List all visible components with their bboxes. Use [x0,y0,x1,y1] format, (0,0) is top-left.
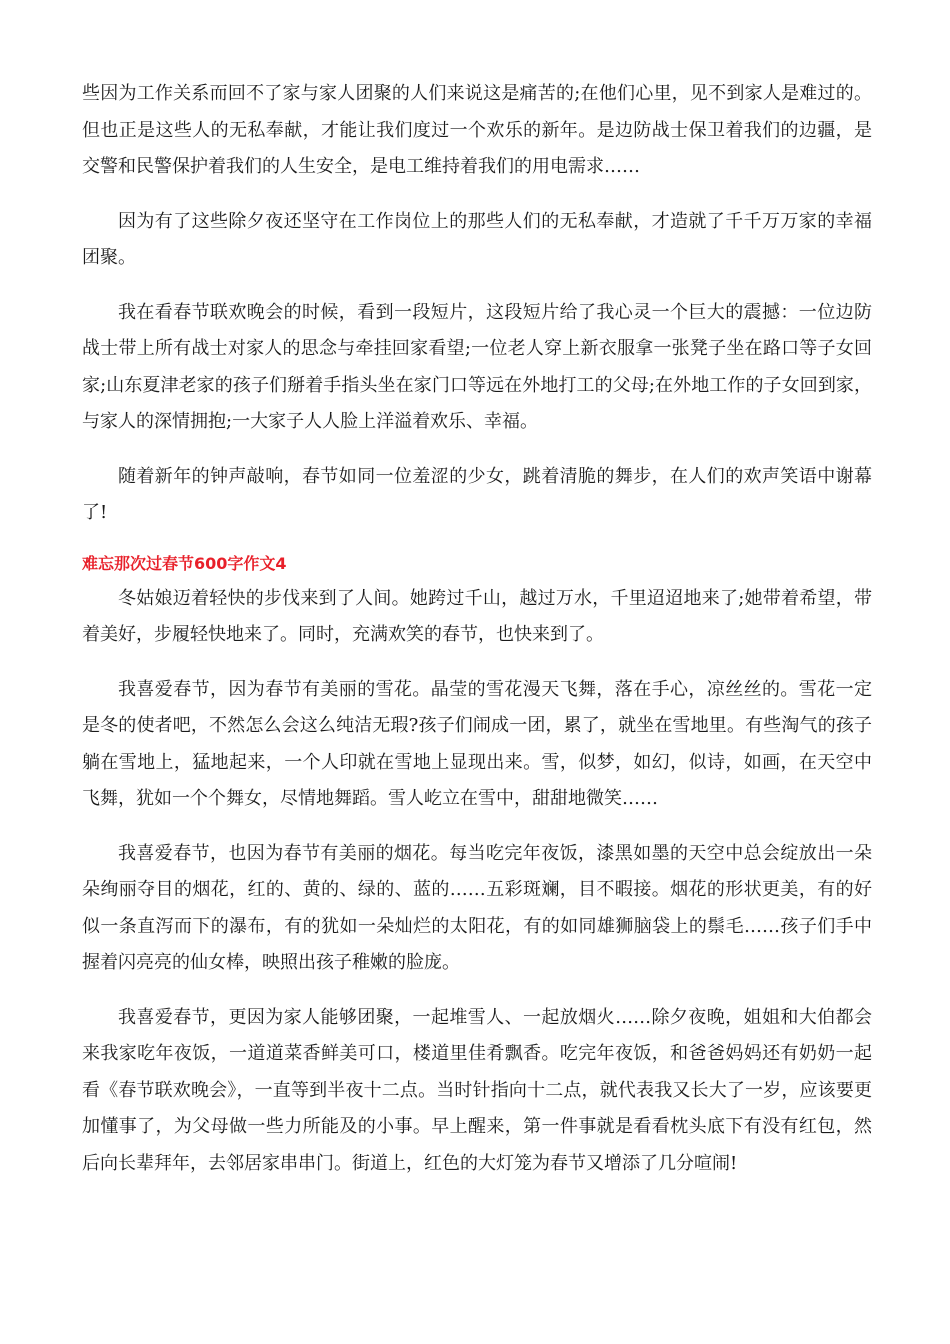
body-paragraph-8: 我喜爱春节，更因为家人能够团聚，一起堆雪人、一起放烟火……除夕夜晚，姐姐和大伯都会来我家吃年夜饭，一道道菜香鲜美可口，楼道里佳肴飘香。吃完年夜饭，和爸爸妈妈还有奶奶一起看《春节联欢晚会》，一直等到半夜十二点。当时针指向十二点，就代表我又长大了一岁，应该要更加懂事了，为父母做一些力所能及的小事。早上醒来，第一件事就是看看枕头底下有没有红包，然后向长辈拜年，去邻居家串串门。街道上，红色的大灯笼为春节又增添了几分喧闹! [82,1006,872,1174]
section-heading: 难忘那次过春节600字作文4 [82,553,287,573]
document-page [82,76,872,1182]
body-paragraph-6: 我喜爱春节，因为春节有美丽的雪花。晶莹的雪花漫天飞舞，落在手心，凉丝丝的。雪花一定是冬的使者吧，不然怎么会这么纯洁无瑕?孩子们闹成一团，累了，就坐在雪地里。有些淘气的孩子躺在雪地上，猛地起来，一个人印就在雪地上显现出来。雪，似梦，如幻，似诗，如画，在天空中飞舞，犹如一个个舞女，尽情地舞蹈。雪人屹立在雪中，甜甜地微笑…… [82,678,872,809]
body-paragraph-5: 冬姑娘迈着轻快的步伐来到了人间。她跨过千山，越过万水，千里迢迢地来了;她带着希望，带着美好，步履轻快地来了。同时，充满欢笑的春节，也快来到了。 [82,587,872,645]
body-paragraph-4: 随着新年的钟声敲响，春节如同一位羞涩的少女，跳着清脆的舞步，在人们的欢声笑语中谢幕了! [82,465,872,523]
body-paragraph-1: 些因为工作关系而回不了家与家人团聚的人们来说这是痛苦的;在他们心里，见不到家人是难过的。但也正是这些人的无私奉献，才能让我们度过一个欢乐的新年。是边防战士保卫着我们的边疆，是交警和民警保护着我们的人生安全，是电工维持着我们的用电需求…… [82,83,872,177]
body-paragraph-2: 因为有了这些除夕夜还坚守在工作岗位上的那些人们的无私奉献，才造就了千千万万家的幸福团聚。 [82,210,872,268]
body-paragraph-7: 我喜爱春节，也因为春节有美丽的烟花。每当吃完年夜饭，漆黑如墨的天空中总会绽放出一朵朵绚丽夺目的烟花，红的、黄的、绿的、蓝的……五彩斑斓，目不暇接。烟花的形状更美，有的好似一条直泻而下的瀑布，有的犹如一朵灿烂的太阳花，有的如同雄狮脑袋上的鬃毛……孩子们手中握着闪亮亮的仙女棒，映照出孩子稚嫩的脸庞。 [82,842,872,973]
body-paragraph-3: 我在看春节联欢晚会的时候，看到一段短片，这段短片给了我心灵一个巨大的震撼：一位边防战士带上所有战士对家人的思念与牵挂回家看望;一位老人穿上新衣服拿一张凳子坐在路口等子女回家;山东夏津老家的孩子们掰着手指头坐在家门口等远在外地打工的父母;在外地工作的子女回到家，与家人的深情拥抱;一大家子人人脸上洋溢着欢乐、幸福。 [82,301,872,432]
